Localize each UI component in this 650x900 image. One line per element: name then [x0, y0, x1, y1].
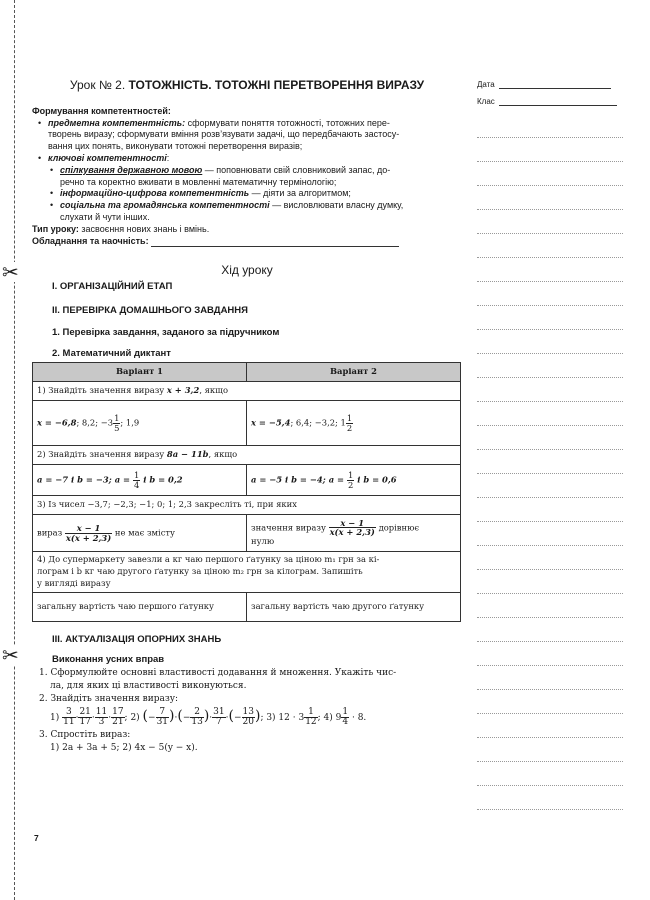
- note-line: [477, 546, 623, 570]
- question-1-variant-2: x = −5,4; 6,4; −3,2; 1 $\frac{1}{2}$: [247, 401, 461, 446]
- note-line: [477, 330, 623, 354]
- section-2-heading: ІІ. ПЕРЕВІРКА ДОМАШНЬОГО ЗАВДАННЯ: [52, 304, 248, 316]
- note-line: [477, 666, 623, 690]
- table-row: [33, 382, 461, 401]
- note-line: [477, 258, 623, 282]
- variant-1-header: Варіант 1: [33, 363, 247, 382]
- note-line: [477, 114, 623, 138]
- table-row: [33, 465, 461, 496]
- note-line: [477, 738, 623, 762]
- note-line: [477, 474, 623, 498]
- note-line: [477, 234, 623, 258]
- note-line: [477, 378, 623, 402]
- note-line: [477, 714, 623, 738]
- scissors-icon: ✂: [2, 260, 19, 284]
- key-competencies: • ключові компетентності: • спілкування державною мовою — поповнювати свій словниковий запас, до- речно та коректно вживати в мовленні математичну термінологію; • інформаційно-цифрова компетентність — діяти за алгоритмом; • соціальна та громадянська компетентності — висловлювати власну думку, слухати й чути інших.: [32, 153, 462, 224]
- table-row: [33, 592, 461, 621]
- note-line: [477, 642, 623, 666]
- course-heading: Хід уроку: [221, 263, 273, 278]
- question-3-variant-1: вираз $\frac{x - 1}{x(x + 2,3)}$ не має змісту: [33, 515, 247, 552]
- variant-2-header: Варіант 2: [247, 363, 461, 382]
- note-line: [477, 138, 623, 162]
- table-row: [33, 515, 461, 552]
- note-line: [477, 522, 623, 546]
- exercises: [32, 667, 462, 755]
- notes-panel: [477, 80, 623, 810]
- note-line: [477, 186, 623, 210]
- note-line: [477, 426, 623, 450]
- page-number: 7: [34, 833, 39, 843]
- section-2-2-heading: 2. Математичний диктант: [52, 347, 171, 359]
- note-line: [477, 354, 623, 378]
- note-line: [477, 786, 623, 810]
- note-line: [477, 762, 623, 786]
- section-1-heading: І. ОРГАНІЗАЦІЙНИЙ ЕТАП: [52, 281, 173, 293]
- scissors-icon: ✂: [2, 643, 19, 667]
- exercise-2: 2. Знайдіть значення виразу:: [39, 694, 179, 705]
- question-2-variant-1: a = −7 і b = −3; a = $\frac{1}{4}$ і b = 0,2: [33, 465, 247, 496]
- exercise-3-expressions: 1) 2a + 3a + 5; 2) 4x − 5(y − x).: [50, 743, 198, 754]
- question-2-variant-2: a = −5 і b = −4; a = $\frac{1}{2}$ і b = 0,6: [247, 465, 461, 496]
- lesson-type: Тип уроку: засвоєння нових знань і вмінь.: [32, 223, 210, 234]
- subject-competency: • предметна компетентність: сформувати поняття тотожності, тотожних пере- творень виразу; сформувати вміння розв’язувати задачі, що передбачають застосу- вання цих понять, виконувати тотожні перетворення виразів;: [32, 118, 462, 153]
- table-row: [33, 552, 461, 592]
- table-row: [33, 446, 461, 465]
- question-1: 1) Знайдіть значення виразу x + 3,2, якщо: [33, 382, 461, 401]
- question-2: 2) Знайдіть значення виразу 8a − 11b, якщо: [33, 446, 461, 465]
- exercise-3: 3. Спростіть вираз:: [39, 730, 131, 741]
- oral-exercises-heading: Виконання усних вправ: [52, 653, 165, 665]
- note-line: [477, 402, 623, 426]
- table-row: [33, 401, 461, 446]
- question-1-variant-1: x = −6,8; 8,2; −3 $\frac{1}{5}$ ; 1,9: [33, 401, 247, 446]
- question-4-variant-2: загальну вартість чаю другого ґатунку: [247, 592, 461, 621]
- exercise-1: 1. Сформулюйте основні властивості додавання й множення. Укажіть чис- ла, для яких ці властивості виконуються.: [39, 668, 397, 692]
- note-line: [477, 690, 623, 714]
- social-competency: • соціальна та громадянська компетентності — висловлювати власну думку, слухати й чути інших.: [32, 200, 462, 224]
- note-line: [477, 594, 623, 618]
- date-field[interactable]: Дата: [477, 80, 623, 89]
- lesson-content: [32, 80, 462, 755]
- question-3: 3) Із чисел −3,7; −2,3; −1; 0; 1; 2,3 закресліть ті, при яких: [33, 496, 461, 515]
- note-line: [477, 282, 623, 306]
- note-line: [477, 498, 623, 522]
- class-field[interactable]: Клас: [477, 97, 623, 106]
- notes-lines: [477, 114, 623, 810]
- question-3-variant-2: значення виразу $\frac{x - 1}{x(x + 2,3)}$ дорівнює нулю: [247, 515, 461, 552]
- question-4-variant-1: загальну вартість чаю першого ґатунку: [33, 592, 247, 621]
- table-header-row: [33, 363, 461, 382]
- cut-line: [14, 0, 15, 900]
- competencies-heading: Формування компетентностей:: [32, 105, 171, 116]
- competencies-list: [32, 118, 462, 224]
- exercise-2-expressions: 1) $\frac{3}{11}$ · $\frac{21}{17}$ · $\frac{11}{3}$ · $\frac{17}{21}$ ; 2) (− $\frac{7}{31}$ )·(− $\frac{2}{13}$ )· $\frac{31}{7}$ ·(− $\frac{13}{20}$ ); 3) 12 · 3 $\frac{1}{12}$ ; 4) 9 $\frac{1}{4}$ · 8.: [50, 707, 367, 728]
- section-3-heading: ІІІ. АКТУАЛІЗАЦІЯ ОПОРНИХ ЗНАНЬ: [52, 633, 222, 645]
- dictation-table: [32, 362, 461, 621]
- lesson-title: Урок № 2. ТОТОЖНІСТЬ. ТОТОЖНІ ПЕРЕТВОРЕННЯ ВИРАЗУ: [69, 78, 425, 92]
- note-line: [477, 162, 623, 186]
- section-2-1-heading: 1. Перевірка завдання, заданого за підручником: [52, 326, 280, 338]
- note-line: [477, 210, 623, 234]
- equipment-line[interactable]: Обладнання та наочність:: [32, 236, 462, 248]
- note-line: [477, 618, 623, 642]
- communication-competency: • спілкування державною мовою — поповнювати свій словниковий запас, до- речно та коректно вживати в мовленні математичну термінологію;: [32, 165, 462, 189]
- table-row: [33, 496, 461, 515]
- note-line: [477, 570, 623, 594]
- question-4: 4) До супермаркету завезли a кг чаю першого ґатунку за ціною m₁ грн за кі- лограм і b кг чаю другого ґатунку за ціною m₂ грн за кілограм. Запишіть у вигляді виразу: [33, 552, 461, 592]
- digital-competency: • інформаційно-цифрова компетентність — діяти за алгоритмом;: [32, 188, 462, 200]
- note-line: [477, 450, 623, 474]
- note-line: [477, 306, 623, 330]
